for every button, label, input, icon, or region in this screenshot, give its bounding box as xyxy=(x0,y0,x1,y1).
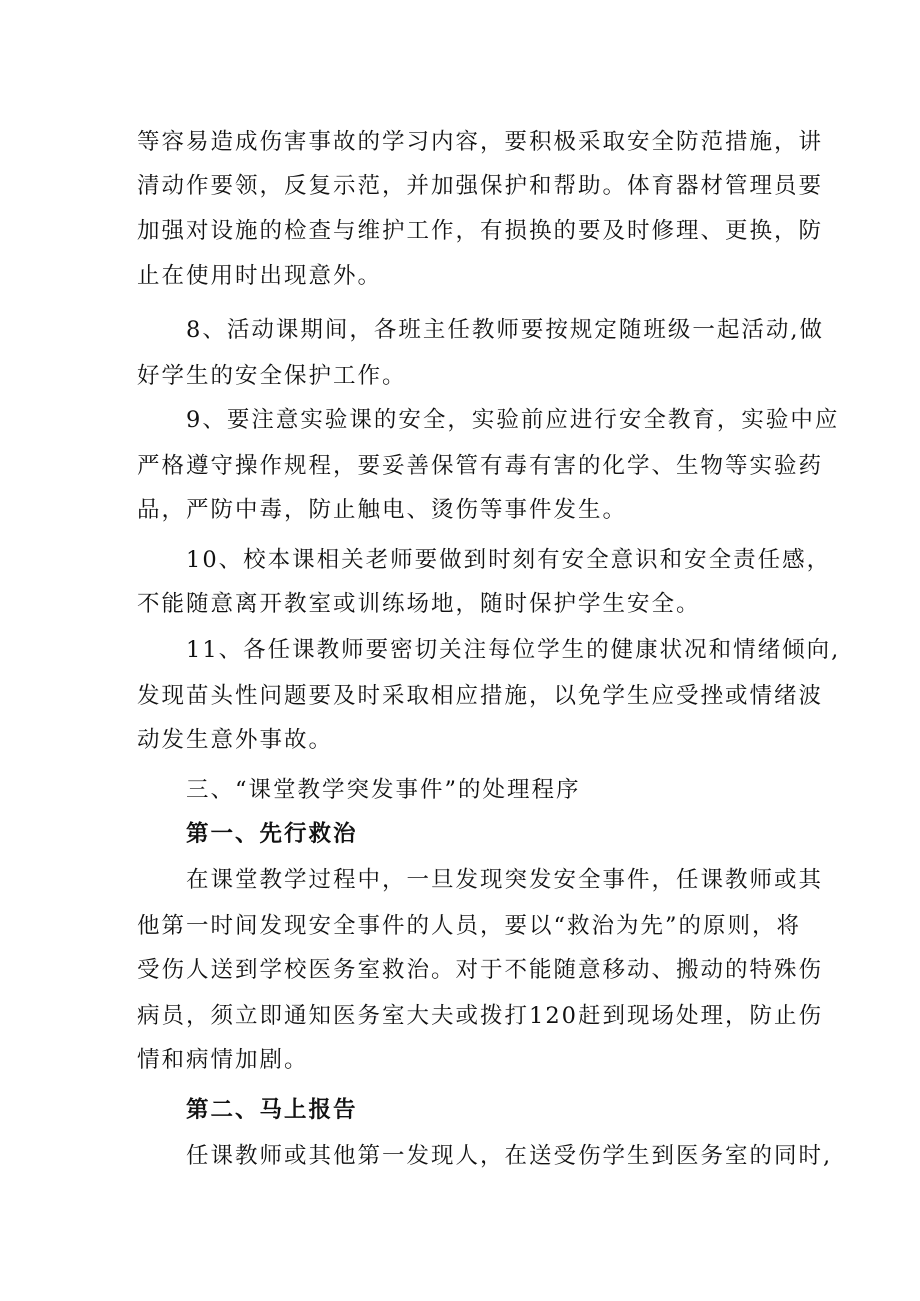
paragraph-line: 11、各任课教师要密切关注每位学生的健康状况和情绪倾向, xyxy=(186,637,841,663)
paragraph-line: 加强对设施的检查与维护工作，有损换的要及时修理、更换，防 xyxy=(137,218,824,244)
subsection-heading: 第二、马上报告 xyxy=(186,1097,358,1123)
paragraph-line: 严格遵守操作规程，要妥善保管有毒有害的化学、生物等实验药 xyxy=(137,453,824,479)
paragraph-line: 他第一时间发现安全事件的人员，要以“救治为先”的原则，将 xyxy=(137,913,802,939)
paragraph-line: 10、校本课相关老师要做到时刻有安全意识和安全责任感， xyxy=(186,547,832,573)
paragraph-line: 止在使用时出现意外。 xyxy=(137,263,383,289)
paragraph-line: 8、活动课期间，各班主任教师要按规定随班级一起活动,做 xyxy=(186,317,824,343)
paragraph-line: 在课堂教学过程中，一旦发现突发安全事件，任课教师或其 xyxy=(186,867,824,893)
paragraph-line: 品，严防中毒，防止触电、烫伤等事件发生。 xyxy=(137,497,628,523)
subsection-heading: 第一、先行救治 xyxy=(186,821,358,847)
paragraph-line: 任课教师或其他第一发现人，在送受伤学生到医务室的同时, xyxy=(186,1143,833,1169)
paragraph-line: 9、要注意实验课的安全，实验前应进行安全教育，实验中应 xyxy=(186,407,840,433)
paragraph-line: 不能随意离开教室或训练场地，随时保护学生安全。 xyxy=(137,591,701,617)
paragraph-line: 好学生的安全保护工作。 xyxy=(137,363,407,389)
paragraph-line: 受伤人送到学校医务室救治。对于不能随意移动、搬动的特殊伤 xyxy=(137,957,824,983)
paragraph-line: 动发生意外事故。 xyxy=(137,727,334,753)
section-heading: 三、“课堂教学突发事件”的处理程序 xyxy=(186,777,581,803)
paragraph-line: 情和病情加剧。 xyxy=(137,1047,309,1073)
paragraph-line: 清动作要领，反复示范，并加强保护和帮助。体育器材管理员要 xyxy=(137,173,824,199)
paragraph-line: 等容易造成伤害事故的学习内容，要积极采取安全防范措施，讲 xyxy=(137,129,824,155)
paragraph-line: 发现苗头性问题要及时采取相应措施，以免学生应受挫或情绪波 xyxy=(137,683,824,709)
paragraph-line: 病员，须立即通知医务室大夫或拨打120赶到现场处理，防止伤 xyxy=(137,1003,823,1029)
